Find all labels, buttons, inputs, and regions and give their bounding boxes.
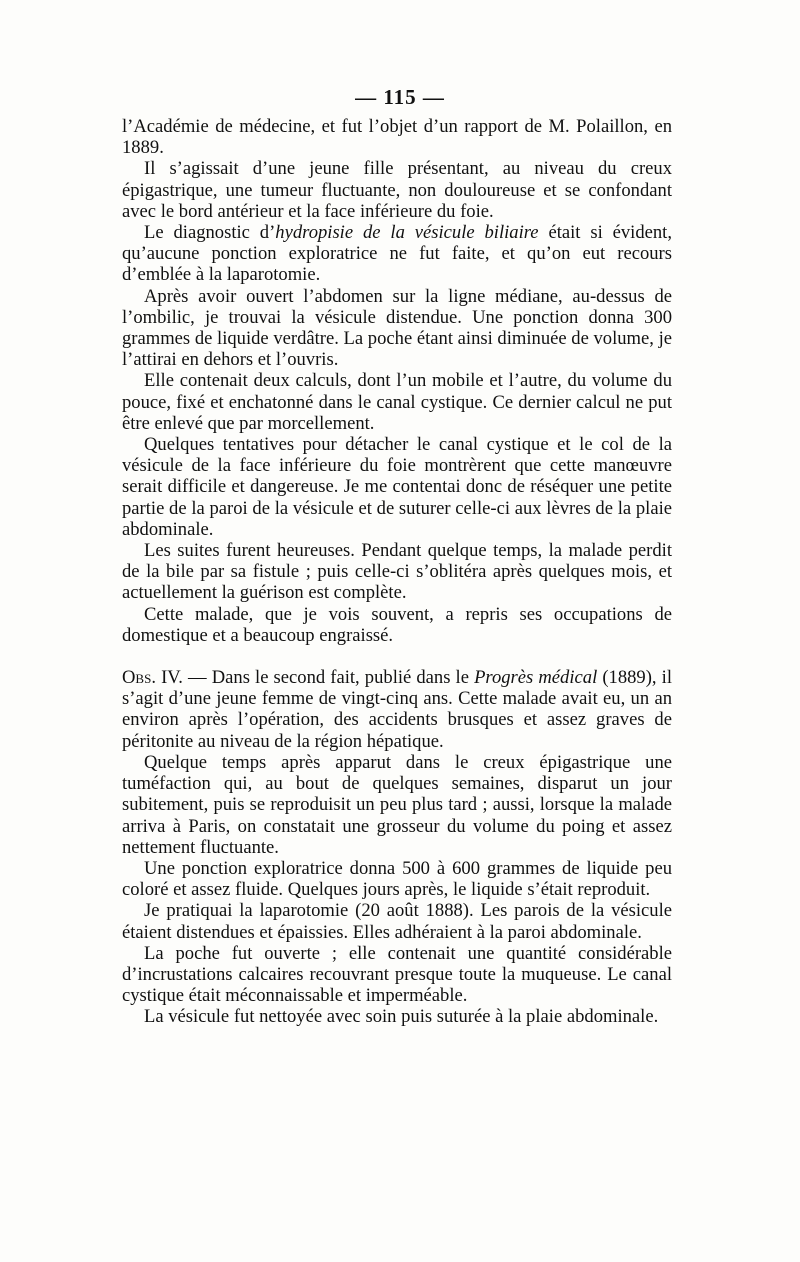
text-run: l’Académie de médecine, et fut l’objet d’un rapport de M. Polaillon, en 1889. xyxy=(122,116,672,159)
paragraph xyxy=(122,900,672,942)
text-run: était si évident, qu’aucune ponction exploratrice ne fut faite, et qu’on eut recours d’emblée à la laparotomie. xyxy=(122,222,672,286)
text-run: Quelques tentatives pour détacher le canal cystique et le col de la vésicule de la face inférieure du foie montrèrent que cette manœuvre serait difficile et dangereuse. Je me contentai donc de réséquer une petite partie de la paroi de la vésicule et de suturer celle-ci aux lèvres de la plaie abdominale. xyxy=(122,434,672,540)
italic-text: hydropisie de la vésicule biliaire xyxy=(275,222,539,244)
observation-label: Obs. IV. xyxy=(122,667,183,689)
text-run: Une ponction exploratrice donna 500 à 600 grammes de liquide peu coloré et assez fluide. Quelques jours après, le liquide s’était reproduit. xyxy=(122,857,672,901)
paragraph xyxy=(122,667,672,752)
paragraph xyxy=(122,286,672,371)
text-run: Les suites furent heureuses. Pendant quelque temps, la malade perdit de la bile par sa fistule ; puis celle-ci s’oblitéra après quelques mois, et actuellement la guérison est complète. xyxy=(122,540,672,604)
text-run: La vésicule fut nettoyée avec soin puis suturée à la plaie abdominale. xyxy=(144,1006,659,1028)
text-run: Le diagnostic d’ xyxy=(144,222,276,244)
paragraph xyxy=(122,1006,672,1027)
paragraph xyxy=(122,858,672,900)
paragraph xyxy=(122,540,672,604)
paragraph xyxy=(122,752,672,858)
paragraph xyxy=(122,434,672,540)
text-run: Elle contenait deux calculs, dont l’un mobile et l’autre, du volume du pouce, fixé et enchatonné dans le canal cystique. Ce dernier calcul ne put être enlevé que par morcellement. xyxy=(122,370,672,434)
paragraph xyxy=(122,943,672,1007)
text-run: Quelque temps après apparut dans le creux épigastrique une tuméfaction qui, au bout de quelques semaines, disparut un jour subitement, puis se reproduisit un peu plus tard ; aussi, lorsque la malade arriva à Paris, on constatait une grosseur du volume du poing et assez nettement fluctuante. xyxy=(122,751,672,858)
text-run: (1889), il s’agit d’une jeune femme de vingt-cinq ans. Cette malade avait eu, un an environ après l’opération, des accidents brusques et assez graves de péritonite au niveau de la région hépatique. xyxy=(122,667,672,752)
italic-text: Progrès médical xyxy=(474,667,598,689)
page-number: — 115 — xyxy=(355,85,445,109)
body-text xyxy=(122,116,672,1028)
paragraph xyxy=(122,158,672,222)
text-run: Je pratiquai la laparotomie (20 août 1888). Les parois de la vésicule étaient distendues et épaissies. Elles adhéraient à la paroi abdominale. xyxy=(122,900,672,943)
paragraph xyxy=(122,604,672,646)
text-run: Cette malade, que je vois souvent, a repris ses occupations de domestique et a beaucoup engraissé. xyxy=(122,603,672,646)
text-run: La poche fut ouverte ; elle contenait une quantité considérable d’incrustations calcaires recouvrant presque toute la muqueuse. Le canal cystique était méconnaissable et imperméable. xyxy=(122,942,672,1007)
paragraph xyxy=(122,222,672,286)
paragraph xyxy=(122,370,672,434)
text-run: Il s’agissait d’une jeune fille présentant, au niveau du creux épigastrique, une tumeur fluctuante, non douloureuse et se confondant avec le bord antérieur et la face inférieure du foie. xyxy=(122,158,672,222)
text-run: — Dans le second fait, publié dans le xyxy=(182,667,475,689)
paragraph xyxy=(122,116,672,158)
text-run: Après avoir ouvert l’abdomen sur la ligne médiane, au-dessus de l’ombilic, je trouvai la vésicule distendue. Une ponction donna 300 grammes de liquide verdâtre. La poche étant ainsi diminuée de volume, je l’attirai en dehors et l’ouvris. xyxy=(122,285,672,371)
